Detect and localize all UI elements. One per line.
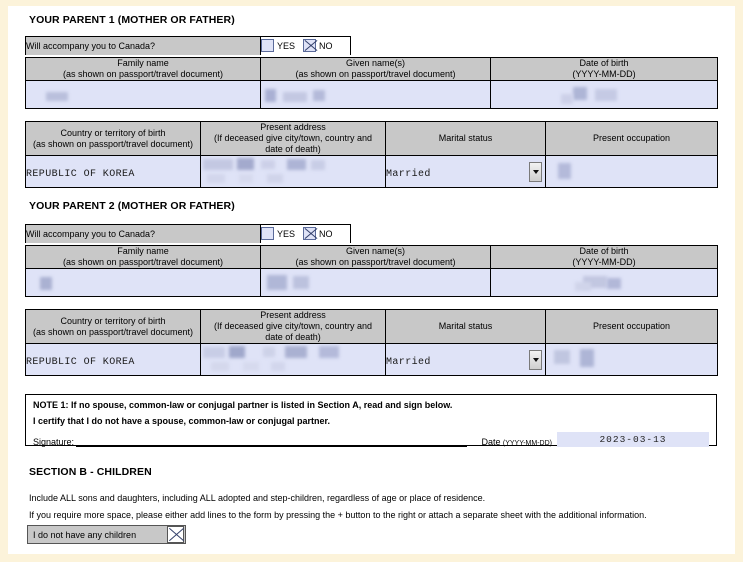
parent2-accompany-no-checkbox[interactable] [303, 227, 316, 240]
parent2-marital-select[interactable] [386, 344, 546, 376]
parent1-occupation-field[interactable] [546, 156, 718, 188]
hdr-l2: (YYYY-MM-DD) [572, 69, 636, 79]
date-label: Date [481, 437, 501, 447]
parent1-heading: YOUR PARENT 1 (MOTHER OR FATHER) [29, 14, 235, 26]
parent2-accompany-choices [261, 225, 351, 244]
no-children-option[interactable] [27, 525, 186, 544]
parent1-details-table [25, 121, 718, 188]
hdr-l1: Present occupation [592, 321, 671, 331]
parent2-details-value-row [26, 344, 718, 376]
redaction-blob [607, 278, 621, 289]
redaction-blob [239, 174, 253, 183]
redaction-blob [243, 362, 259, 371]
hdr-l1: Marital status [438, 321, 493, 331]
chevron-down-icon[interactable] [529, 162, 542, 182]
parent2-family-name-field[interactable] [26, 269, 261, 297]
parent1-table [25, 36, 718, 55]
section-b-paragraph-2: If you require more space, please either add lines to the form by pressing the + button to the right or attach a separate sheet with the additional information. [29, 510, 647, 520]
parent1-accompany-spacer [351, 37, 718, 56]
hdr-l1: Date of birth [579, 246, 629, 256]
redaction-blob [237, 158, 254, 170]
no-children-label: I do not have any children [33, 529, 137, 540]
redaction-blob [267, 275, 287, 290]
redaction-blob [265, 89, 276, 102]
parent1-accompany-choices [261, 37, 351, 56]
parent2-names-value-row [26, 269, 718, 297]
date-field[interactable]: 2023-03-13 [557, 432, 709, 447]
form-page [8, 6, 735, 554]
redaction-blob [313, 90, 325, 101]
redaction-blob [271, 362, 285, 371]
chevron-down-icon[interactable] [529, 350, 542, 370]
note-line-2: I certify that I do not have a spouse, common-law or conjugal partner. [33, 416, 331, 426]
note-box [25, 394, 717, 446]
redaction-blob [203, 347, 225, 358]
parent2-accompany-no-label: NO [319, 228, 333, 239]
hdr-l1: Present address [260, 310, 326, 320]
date-format-hint: (YYYY-MM-DD) [502, 440, 552, 447]
redaction-blob [311, 160, 325, 170]
parent1-given-name-header [261, 58, 491, 81]
parent1-accompany-no-checkbox[interactable] [303, 39, 316, 52]
parent2-names-table [25, 245, 718, 297]
signature-input[interactable] [76, 436, 467, 447]
parent1-country-header [26, 122, 201, 156]
hdr-l1: Given name(s) [345, 246, 406, 256]
parent1-accompany-yes-label: YES [277, 40, 296, 51]
hdr-l1: Country or territory of birth [60, 127, 166, 138]
parent1-given-name-field[interactable] [261, 81, 491, 109]
redaction-blob [554, 350, 570, 364]
parent1-marital-header [386, 122, 546, 156]
parent1-country-field[interactable] [26, 156, 201, 188]
hdr-l2: (If deceased give city/town, country and [213, 133, 373, 143]
redaction-blob [575, 282, 591, 291]
redaction-blob [573, 87, 587, 100]
no-children-checkbox[interactable] [167, 526, 184, 543]
hdr-l1: Country or territory of birth [60, 315, 166, 326]
parent2-given-name-field[interactable] [261, 269, 491, 297]
hdr-l2: (as shown on passport/travel document) [62, 69, 224, 79]
redaction-blob [267, 174, 283, 183]
parent2-names-header-row [26, 246, 718, 269]
parent2-occupation-header [546, 310, 718, 344]
parent2-accompany-spacer [351, 225, 718, 244]
parent2-accompany-yes-checkbox[interactable] [261, 227, 274, 240]
parent2-details-table [25, 309, 718, 376]
hdr-l3: date of death) [265, 144, 321, 154]
hdr-l3: date of death) [265, 332, 321, 342]
redaction-blob [229, 346, 245, 358]
parent1-details-header-row [26, 122, 718, 156]
redaction-blob [561, 94, 573, 104]
parent2-heading: YOUR PARENT 2 (MOTHER OR FATHER) [29, 200, 235, 212]
hdr-l1: Family name [117, 246, 169, 256]
hdr-l2: (as shown on passport/travel document) [32, 326, 194, 337]
hdr-l2: (as shown on passport/travel document) [62, 257, 224, 267]
redaction-blob [558, 163, 571, 179]
parent1-marital-value: Married [386, 168, 431, 180]
parent2-dob-field[interactable] [491, 269, 718, 297]
parent2-dob-header [491, 246, 718, 269]
parent1-accompany-question: Will accompany you to Canada? [26, 37, 261, 56]
parent2-details-header-row [26, 310, 718, 344]
parent1-dob-header [491, 58, 718, 81]
parent1-accompany-row [26, 37, 718, 56]
parent1-country-value: REPUBLIC OF KOREA [26, 168, 135, 180]
hdr-l2: (as shown on passport/travel document) [295, 69, 456, 79]
parent2-table [25, 224, 718, 243]
hdr-l1: Family name [117, 58, 169, 68]
parent1-names-table [25, 57, 718, 109]
redaction-blob [263, 347, 275, 357]
parent2-accompany-yes-label: YES [277, 228, 296, 239]
hdr-l2: (as shown on passport/travel document) [32, 138, 194, 149]
date-label-group [481, 437, 552, 447]
parent1-details-value-row [26, 156, 718, 188]
hdr-l1: Given name(s) [345, 58, 406, 68]
redaction-blob [40, 277, 52, 290]
redaction-blob [287, 159, 306, 170]
hdr-l2: (If deceased give city/town, country and [213, 321, 373, 331]
parent1-family-name-field[interactable] [26, 81, 261, 109]
redaction-blob [580, 349, 594, 367]
section-b-title: SECTION B - CHILDREN [29, 466, 152, 478]
parent2-given-name-header [261, 246, 491, 269]
redaction-blob [46, 92, 68, 101]
signature-label: Signature: [33, 437, 75, 447]
note-line-1: NOTE 1: If no spouse, common-law or conjugal partner is listed in Section A, read and sign below. [33, 400, 453, 410]
parent2-marital-header [386, 310, 546, 344]
parent1-accompany-yes-checkbox[interactable] [261, 39, 274, 52]
hdr-l1: Present address [260, 122, 326, 132]
parent1-family-name-header [26, 58, 261, 81]
parent1-dob-field[interactable] [491, 81, 718, 109]
parent2-accompany-question: Will accompany you to Canada? [26, 225, 261, 244]
parent2-country-field[interactable] [26, 344, 201, 376]
parent1-address-header [201, 122, 386, 156]
redaction-blob [319, 346, 339, 358]
parent2-country-value: REPUBLIC OF KOREA [26, 356, 135, 368]
parent2-address-header [201, 310, 386, 344]
parent2-country-header [26, 310, 201, 344]
parent2-accompany-row [26, 225, 718, 244]
redaction-blob [203, 159, 233, 170]
parent1-occupation-header [546, 122, 718, 156]
parent1-accompany-no-label: NO [319, 40, 333, 51]
parent2-address-field[interactable] [201, 344, 386, 376]
redaction-blob [261, 160, 275, 169]
redaction-blob [211, 362, 229, 371]
hdr-l1: Marital status [438, 133, 493, 143]
hdr-l2: (YYYY-MM-DD) [572, 257, 636, 267]
parent1-names-value-row [26, 81, 718, 109]
redaction-blob [283, 92, 307, 102]
section-b-paragraph-1: Include ALL sons and daughters, including ALL adopted and step-children, regardless of age or place of residence. [29, 493, 486, 503]
parent2-occupation-field[interactable] [546, 344, 718, 376]
parent2-family-name-header [26, 246, 261, 269]
hdr-l2: (as shown on passport/travel document) [295, 257, 456, 267]
redaction-blob [207, 174, 225, 183]
hdr-l1: Present occupation [592, 133, 671, 143]
redaction-blob [285, 346, 307, 358]
parent1-marital-select[interactable] [386, 156, 546, 188]
parent2-marital-value: Married [386, 356, 431, 368]
redaction-blob [595, 89, 617, 101]
parent1-names-header-row [26, 58, 718, 81]
hdr-l1: Date of birth [579, 58, 629, 68]
parent1-address-field[interactable] [201, 156, 386, 188]
redaction-blob [293, 276, 309, 289]
signature-row [33, 432, 709, 447]
